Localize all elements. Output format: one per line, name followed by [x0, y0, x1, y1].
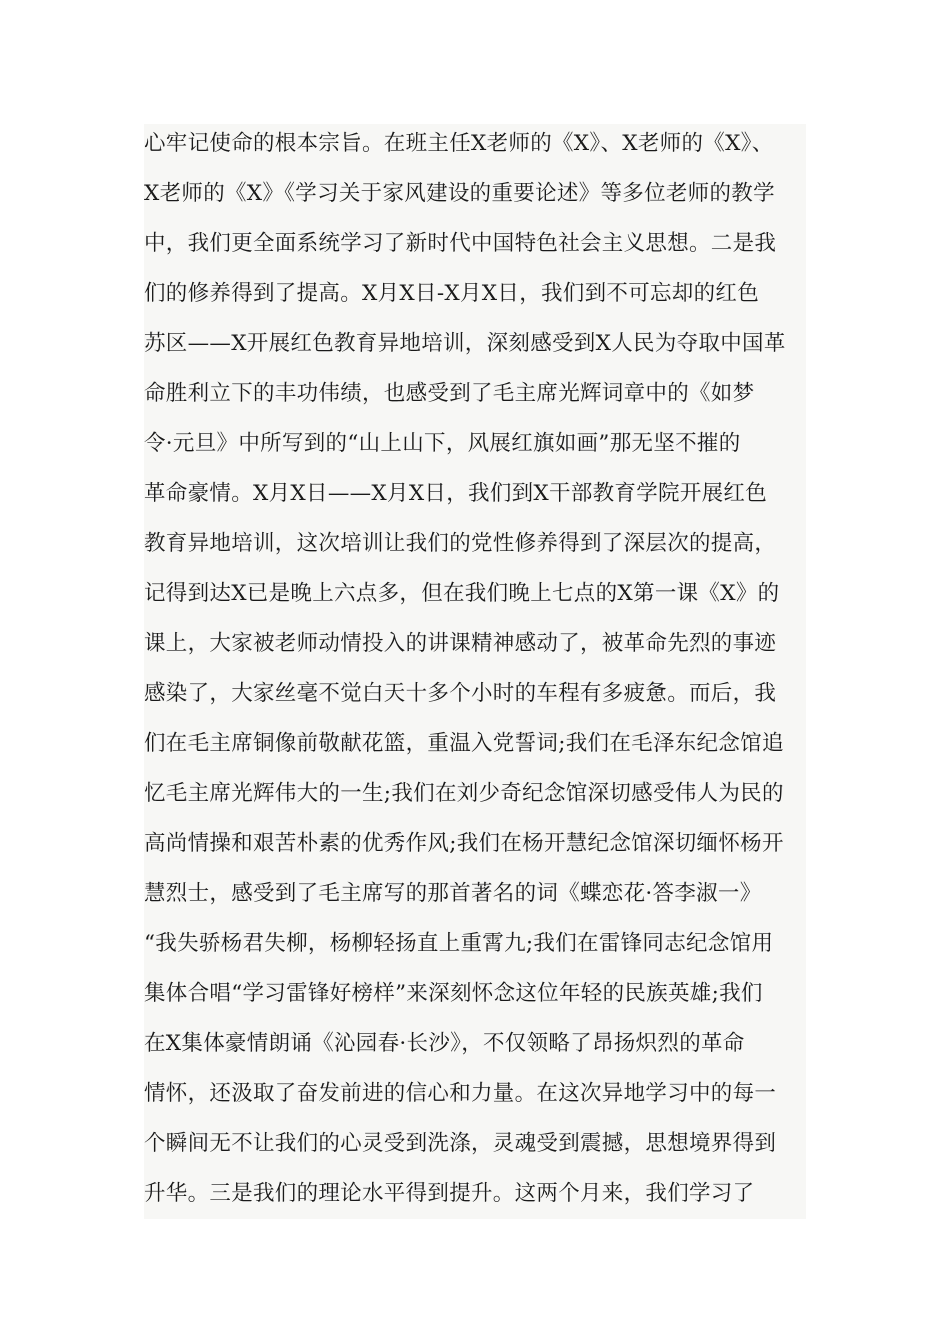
text-line: 慧烈士，感受到了毛主席写的那首著名的词《蝶恋花·答李淑一》 [144, 881, 762, 906]
text-line: 令·元旦》中所写到的“山上山下，风展红旗如画”那无坚不摧的 [144, 431, 741, 456]
text-line: 感染了，大家丝毫不觉白天十多个小时的车程有多疲惫。而后，我 [144, 681, 777, 706]
text-line: 记得到达X已是晚上六点多，但在我们晚上七点的X第一课《X》的 [144, 581, 780, 606]
text-line: 革命豪情。X月X日——X月X日，我们到X干部教育学院开展红色 [144, 481, 768, 506]
text-line: 们的修养得到了提高。X月X日-X月X日，我们到不可忘却的红色 [144, 281, 759, 306]
text-line: 苏区——X开展红色教育异地培训，深刻感受到X人民为夺取中国革 [144, 331, 786, 356]
text-line: 高尚情操和艰苦朴素的优秀作风;我们在杨开慧纪念馆深切缅怀杨开 [144, 831, 784, 856]
text-line: 集体合唱“学习雷锋好榜样”来深刻怀念这位年轻的民族英雄;我们 [144, 981, 763, 1006]
text-line: 课上，大家被老师动情投入的讲课精神感动了，被革命先烈的事迹 [144, 631, 777, 656]
text-line: 情怀，还汲取了奋发前进的信心和力量。在这次异地学习中的每一 [144, 1081, 777, 1106]
text-line: 忆毛主席光辉伟大的一生;我们在刘少奇纪念馆深切感受伟人为民的 [144, 781, 784, 806]
text-line: 们在毛主席铜像前敬献花篮，重温入党誓词;我们在毛泽东纪念馆追 [144, 731, 784, 756]
text-line: 个瞬间无不让我们的心灵受到洗涤，灵魂受到震撼，思想境界得到 [144, 1131, 777, 1156]
document-text-block [144, 124, 806, 1219]
text-line: 教育异地培训，这次培训让我们的党性修养得到了深层次的提高， [144, 531, 777, 556]
text-line: 升华。三是我们的理论水平得到提升。这两个月来，我们学习了 [144, 1181, 755, 1206]
text-line: 心牢记使命的根本宗旨。在班主任X老师的《X》、X老师的《X》、 [144, 131, 774, 156]
text-line: 在X集体豪情朗诵《沁园春·长沙》，不仅领略了昂扬炽烈的革命 [144, 1031, 745, 1056]
text-line: “我失骄杨君失柳，杨柳轻扬直上重霄九;我们在雷锋同志纪念馆用 [144, 931, 774, 956]
text-line: 中，我们更全面系统学习了新时代中国特色社会主义思想。二是我 [144, 231, 777, 256]
text-line: X老师的《X》《学习关于家风建设的重要论述》等多位老师的教学 [144, 181, 775, 206]
text-line: 命胜利立下的丰功伟绩，也感受到了毛主席光辉词章中的《如梦 [144, 381, 755, 406]
